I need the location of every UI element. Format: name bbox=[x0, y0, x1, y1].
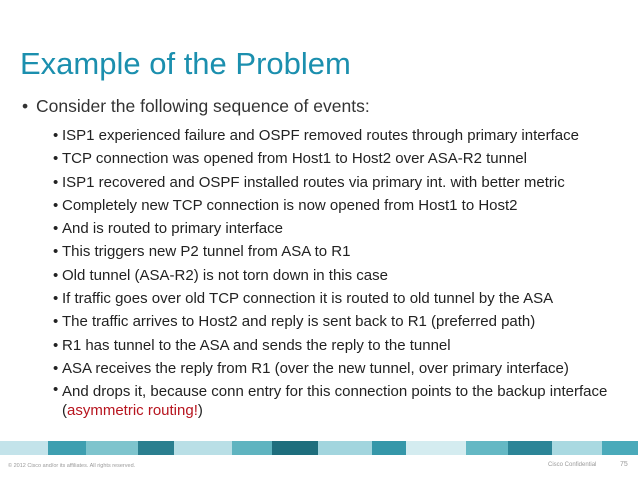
list-item: • R1 has tunnel to the ASA and sends the reply to the tunnel bbox=[53, 334, 623, 357]
stripe-segment bbox=[406, 441, 466, 455]
stripe-segment bbox=[138, 441, 174, 455]
stripe-segment bbox=[602, 441, 638, 455]
list-item: • This triggers new P2 tunnel from ASA to R1 bbox=[53, 240, 623, 263]
list-item: • ISP1 experienced failure and OSPF removed routes through primary interface bbox=[53, 124, 623, 147]
list-item: • Completely new TCP connection is now opened from Host1 to Host2 bbox=[53, 194, 623, 217]
bullet-dot-icon: • bbox=[53, 290, 59, 308]
stripe-segment bbox=[466, 441, 508, 455]
bullet-dot-icon: • bbox=[53, 359, 59, 377]
bullet-dot-icon: • bbox=[53, 150, 59, 168]
bullet-dot-icon: • bbox=[53, 313, 59, 331]
bullet-dot-icon: • bbox=[53, 127, 59, 144]
stripe-segment bbox=[318, 441, 372, 455]
list-item: • If traffic goes over old TCP connection it is routed to old tunnel by the ASA bbox=[53, 287, 623, 310]
list-item: • And is routed to primary interface bbox=[53, 217, 623, 240]
stripe-segment bbox=[86, 441, 138, 455]
intro-text: Consider the following sequence of events: bbox=[36, 96, 370, 116]
copyright-text: © 2012 Cisco and/or its affiliates. All rights reserved. bbox=[8, 463, 136, 469]
stripe-segment bbox=[174, 441, 232, 455]
bullet-dot-icon: • bbox=[53, 173, 59, 191]
event-list bbox=[53, 124, 623, 420]
bullet-dot-icon: • bbox=[53, 266, 59, 284]
bullet-dot-icon: • bbox=[53, 381, 59, 399]
footer-color-stripe bbox=[0, 441, 638, 455]
page-number: 75 bbox=[620, 461, 628, 468]
list-item: • The traffic arrives to Host2 and reply is sent back to R1 (preferred path) bbox=[53, 310, 623, 333]
stripe-segment bbox=[552, 441, 602, 455]
list-item: • TCP connection was opened from Host1 to Host2 over ASA-R2 tunnel bbox=[53, 147, 623, 170]
list-item: • ISP1 recovered and OSPF installed routes via primary int. with better metric bbox=[53, 171, 623, 194]
slide-title: Example of the Problem bbox=[20, 46, 351, 81]
intro-bullet bbox=[22, 95, 370, 117]
asymmetric-routing-highlight: asymmetric routing! bbox=[67, 402, 198, 420]
bullet-dot-icon: • bbox=[22, 96, 29, 116]
stripe-segment bbox=[372, 441, 406, 455]
bullet-dot-icon: • bbox=[53, 243, 59, 261]
confidential-label: Cisco Confidential bbox=[548, 462, 597, 468]
stripe-segment bbox=[232, 441, 272, 455]
bullet-dot-icon: • bbox=[53, 196, 59, 214]
bullet-dot-icon: • bbox=[53, 336, 59, 354]
list-item-last: • And drops it, because conn entry for this connection points to the backup interface (asymmetric routing!) bbox=[53, 381, 608, 420]
list-item: • ASA receives the reply from R1 (over the new tunnel, over primary interface) bbox=[53, 357, 623, 380]
stripe-segment bbox=[0, 441, 48, 455]
list-item: • Old tunnel (ASA-R2) is not torn down in this case bbox=[53, 264, 623, 287]
stripe-segment bbox=[508, 441, 552, 455]
stripe-segment bbox=[272, 441, 318, 455]
stripe-segment bbox=[48, 441, 86, 455]
bullet-dot-icon: • bbox=[53, 220, 59, 238]
